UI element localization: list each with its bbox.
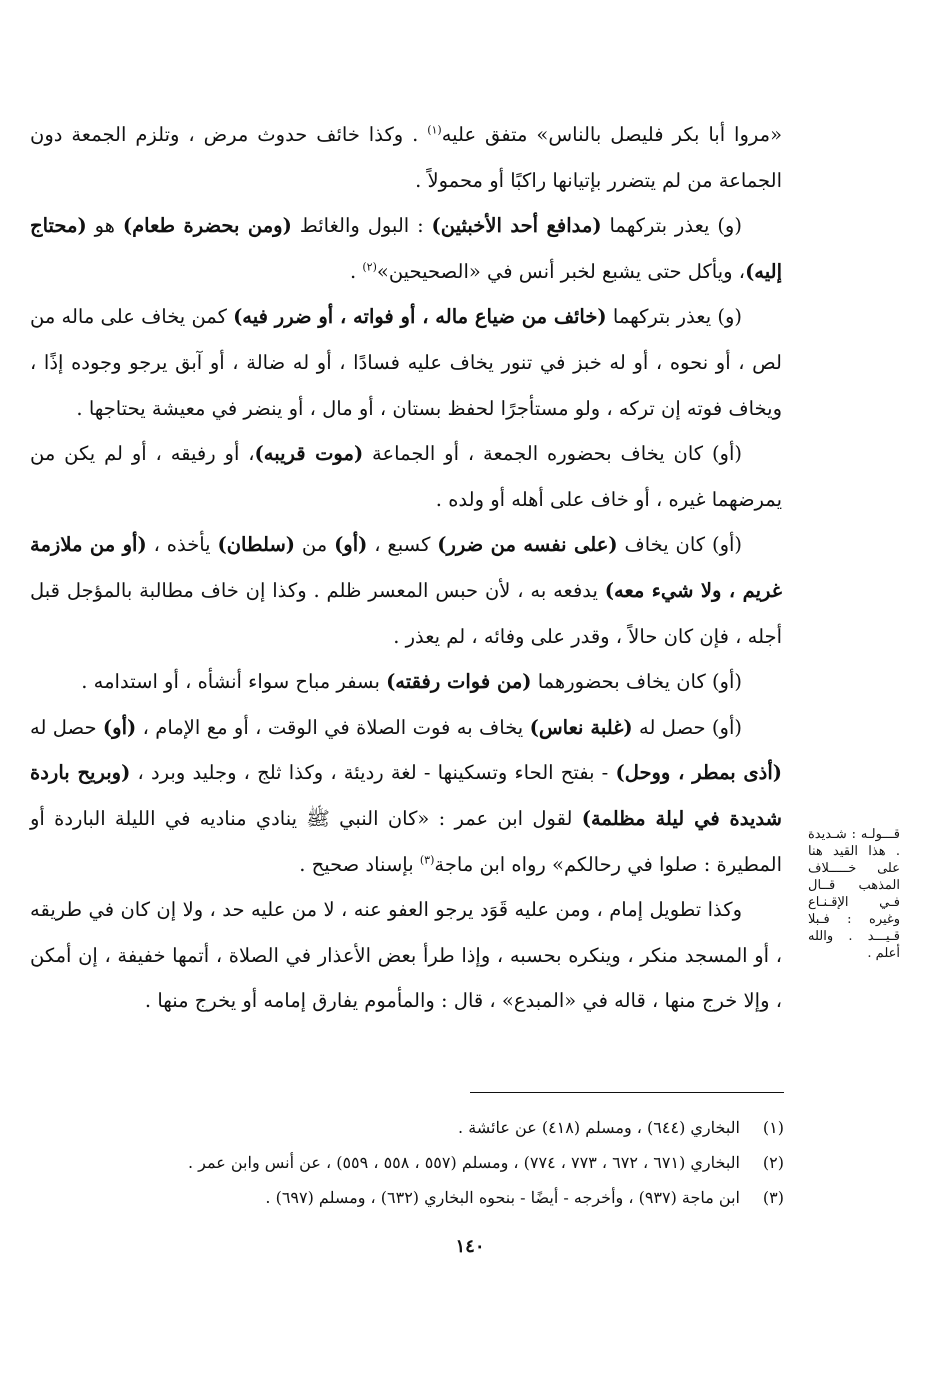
- page-number: ١٤٠: [455, 1236, 485, 1257]
- footnote-ref-2: (٢): [362, 260, 377, 274]
- footnote-number: (٢): [762, 1153, 784, 1172]
- paragraph-7: (أو) حصل له (غلبة نعاس) يخاف به فوت الصلاة في الوقت ، أو مع الإمام ، (أو) حصل له (أذى بمطر ، ووحل) - بفتح الحاء وتسكينها - لغة رديئة ، وكذا ثلج ، وجليد وبرد ، (وبريح باردة شديدة في ليلة مظلمة) لقول ابن عمر : «كان النبي ﷺ ينادي مناديه في الليلة الباردة أو المطيرة : صلوا في رحالكم» رواه ابن ماجة$^{(٣)}$ بإسناد صحيح .: [30, 715, 783, 876]
- footnote-ref-1: (١): [427, 123, 442, 137]
- paragraph-1: «مروا أبا بكر فليصل بالناس» متفق عليه$^{(١)}$ . وكذا خائف حدوث مرض ، وتلزم الجمعة دون الجماعة من لم يتضرر بإتيانها راكبًا أو محمولاً .: [30, 123, 783, 192]
- main-text: [30, 112, 782, 1024]
- paragraph-8: وكذا تطويل إمام ، ومن عليه قَوَد يرجو العفو عنه ، لا من عليه حد ، ولا إن كان في طريقه ، أو المسجد منكر ، وينكره بحسبه ، وإذا طرأ بعض الأعذار في الصلاة ، أتمها خفيفة ، إن أمكن ، وإلا خرج منها ، قاله في «المبدع» ، قال : والمأموم يفارق إمامه أو يخرج منها .: [30, 898, 782, 1013]
- footnote-text: البخاري (٦٧١ ، ٦٧٢ ، ٧٧٣ ، ٧٧٤) ، ومسلم (٥٥٧ ، ٥٥٨ ، ٥٥٩) ، عن أنس وابن عمر .: [187, 1153, 740, 1172]
- footnotes: [60, 1110, 784, 1215]
- footnote-divider: [470, 1092, 784, 1093]
- paragraph-5: (أو) كان يخاف (على نفسه من ضرر) كسبع ، (أو) من (سلطان) يأخذه ، (أو من ملازمة غريم ، ولا شيء معه) يدفعه به ، لأن حبس المعسر ظلم . وكذا إن خاف مطالبة بالمؤجل قبل أجله ، فإن كان حالاً ، وقدر على وفائه ، لم يعذر .: [30, 533, 782, 648]
- footnote-number: (٣): [762, 1188, 784, 1207]
- paragraph-6: (أو) كان يخاف بحضورهما (من فوات رفقته) بسفر مباح سواء أنشأه ، أو استدامه .: [81, 670, 742, 694]
- footnote-number: (١): [762, 1118, 784, 1137]
- footnote-ref-3: (٣): [419, 853, 435, 866]
- paragraph-4: (أو) كان يخاف بحضوره الجمعة ، أو الجماعة (موت قريبه)، أو رفيقه ، أو لم يكن من يمرضهما غيره ، أو خاف على أهله أو ولده .: [30, 442, 782, 511]
- footnote-2: [60, 1145, 784, 1180]
- margin-note: قـــولـه : شـديدة . هذا القيد هنا على خـــــلاف المذهب قــال فـي الإقـنـاع وغيره : فـبلا قـيـــد . والله أعلم .: [808, 827, 900, 961]
- footnote-text: ابن ماجة (٩٣٧) ، وأخرجه - أيضًا - بنحوه البخاري (٦٣٢) ، ومسلم (٦٩٧) .: [265, 1188, 740, 1207]
- footnote-3: [60, 1180, 784, 1215]
- paragraph-2: (و) يعذر بتركهما (مدافع أحد الأخبثين) : البول والغائط (ومن بحضرة طعام) هو (محتاج إليه)، ويأكل حتى يشبع لخبر أنس في «الصحيحين»$^{(٢)}$ .: [30, 214, 782, 283]
- paragraph-3: (و) يعذر بتركهما (خائف من ضياع ماله ، أو فواته ، أو ضرر فيه) كمن يخاف على ماله من لص ، أو نحوه ، أو له خبز في تنور يخاف عليه فسادًا ، أو له ضالة ، أو آبق يرجو وجوده إذًا ، ويخاف فوته إن تركه ، ولو مستأجرًا لحفظ بستان ، أو مال ، أو ينضر في معيشة يحتاجها .: [30, 305, 782, 420]
- footnote-text: البخاري (٦٤٤) ، ومسلم (٤١٨) عن عائشة .: [458, 1118, 740, 1137]
- footnote-1: [60, 1110, 784, 1145]
